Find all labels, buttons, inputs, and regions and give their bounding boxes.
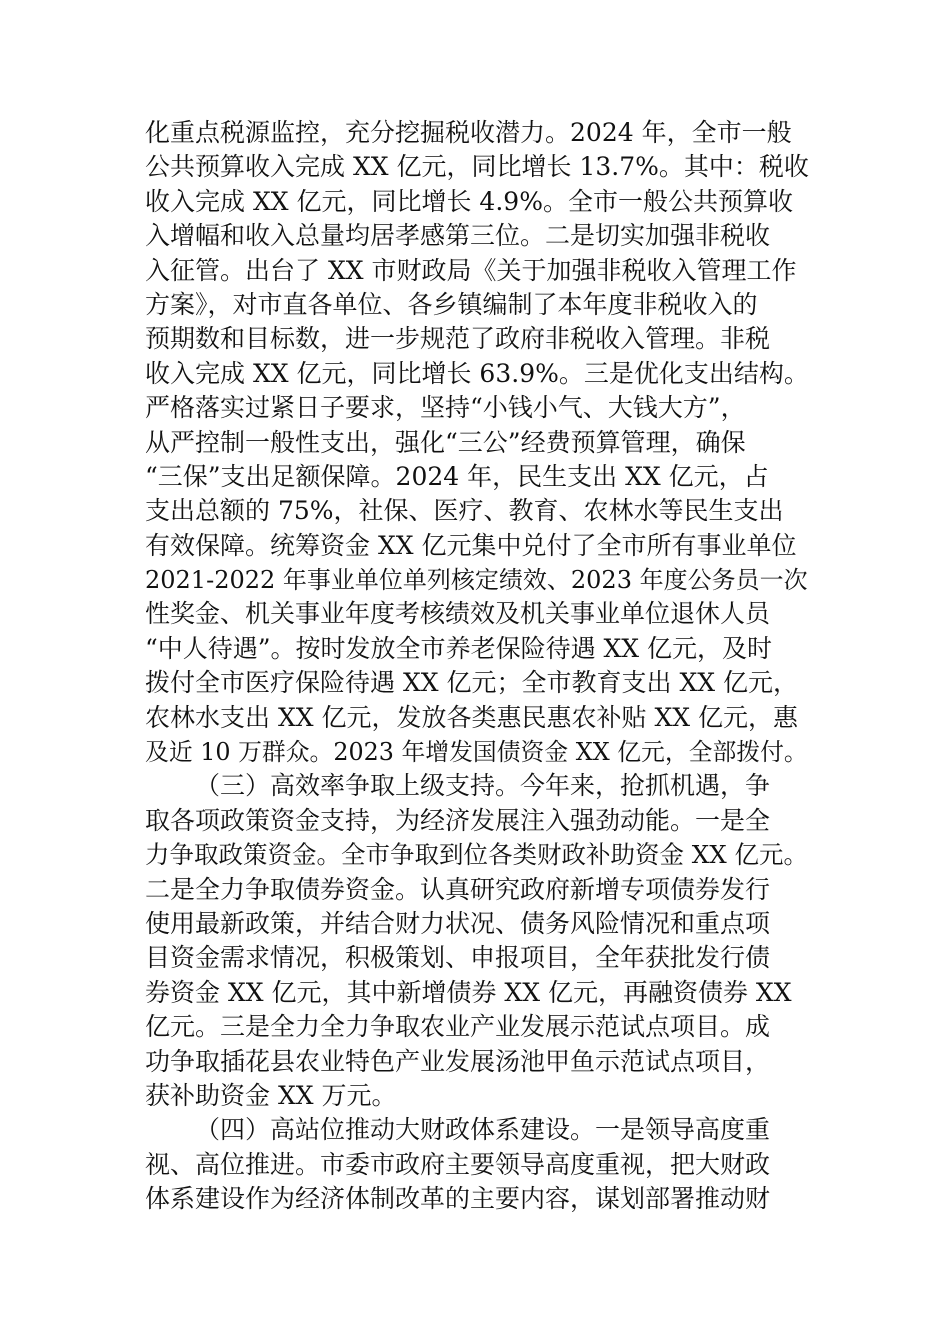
text-line: 2021-2022 年事业单位单列核定绩效、2023 年度公务员一次: [145, 566, 808, 595]
text-line: 支出总额的 75%，社保、医疗、教育、农林水等民生支出: [145, 496, 784, 526]
text-line: 视、高位推进。市委市政府主要领导高度重视，把大财政: [145, 1149, 771, 1179]
text-line: 收入完成 XX 亿元，同比增长 4.9%。全市一般公共预算收: [145, 186, 793, 216]
section-heading-line: （三）高效率争取上级支持。今年来，抢抓机遇，争: [195, 771, 771, 801]
text-line: 严格落实过紧日子要求，坚持“小钱小气、大钱大方”，: [145, 393, 746, 423]
text-line: 有效保障。统筹资金 XX 亿元集中兑付了全市所有事业单位: [145, 530, 797, 560]
body-text: [145, 116, 810, 1217]
text-line: “中人待遇”。按时发放全市养老保险待遇 XX 亿元，及时: [145, 633, 773, 663]
text-line: 体系建设作为经济体制改革的主要内容，谋划部署推动财: [145, 1184, 771, 1214]
text-line: 及近 10 万群众。2023 年增发国债资金 XX 亿元，全部拨付。: [145, 738, 808, 767]
text-line: 公共预算收入完成 XX 亿元，同比增长 13.7%。其中：税收: [145, 152, 809, 182]
text-line: 亿元。三是全力全力争取农业产业发展示范试点项目。成: [145, 1012, 771, 1042]
text-line: 取各项政策资金支持，为经济发展注入强劲动能。一是全: [145, 805, 771, 835]
text-line: 获补助资金 XX 万元。: [145, 1080, 397, 1110]
text-line: 功争取插花县农业特色产业发展汤池甲鱼示范试点项目，: [145, 1046, 771, 1076]
text-line: 收入完成 XX 亿元，同比增长 63.9%。三是优化支出结构。: [145, 358, 809, 388]
text-line: 二是全力争取债券资金。认真研究政府新增专项债券发行: [145, 874, 771, 904]
text-line: 农林水支出 XX 亿元，发放各类惠民惠农补贴 XX 亿元，惠: [145, 702, 798, 732]
text-line: 性奖金、机关事业年度考核绩效及机关事业单位退休人员: [145, 599, 771, 629]
text-line: 入征管。出台了 XX 市财政局《关于加强非税收入管理工作: [145, 255, 797, 285]
text-line: 预期数和目标数，进一步规范了政府非税收入管理。非税: [145, 324, 771, 354]
text-line: 入增幅和收入总量均居孝感第三位。二是切实加强非税收: [145, 221, 771, 251]
text-line: 使用最新政策，并结合财力状况、债务风险情况和重点项: [145, 908, 771, 938]
section-heading-line: （四）高站位推动大财政体系建设。一是领导高度重: [195, 1115, 771, 1145]
text-line: 从严控制一般性支出，强化“三公”经费预算管理，确保: [145, 427, 746, 457]
text-line: 目资金需求情况，积极策划、申报项目，全年获批发行债: [145, 943, 771, 973]
text-line: 拨付全市医疗保险待遇 XX 亿元；全市教育支出 XX 亿元，: [145, 668, 798, 698]
text-line: “三保”支出足额保障。2024 年，民生支出 XX 亿元，占: [145, 461, 769, 491]
text-line: 力争取政策资金。全市争取到位各类财政补助资金 XX 亿元。: [145, 840, 808, 870]
text-line: 券资金 XX 亿元，其中新增债券 XX 亿元，再融资债券 XX: [145, 977, 792, 1007]
text-line: 方案》，对市直各单位、各乡镇编制了本年度非税收入的: [145, 289, 758, 319]
text-line: 化重点税源监控，充分挖掘税收潜力。2024 年，全市一般: [145, 118, 792, 147]
